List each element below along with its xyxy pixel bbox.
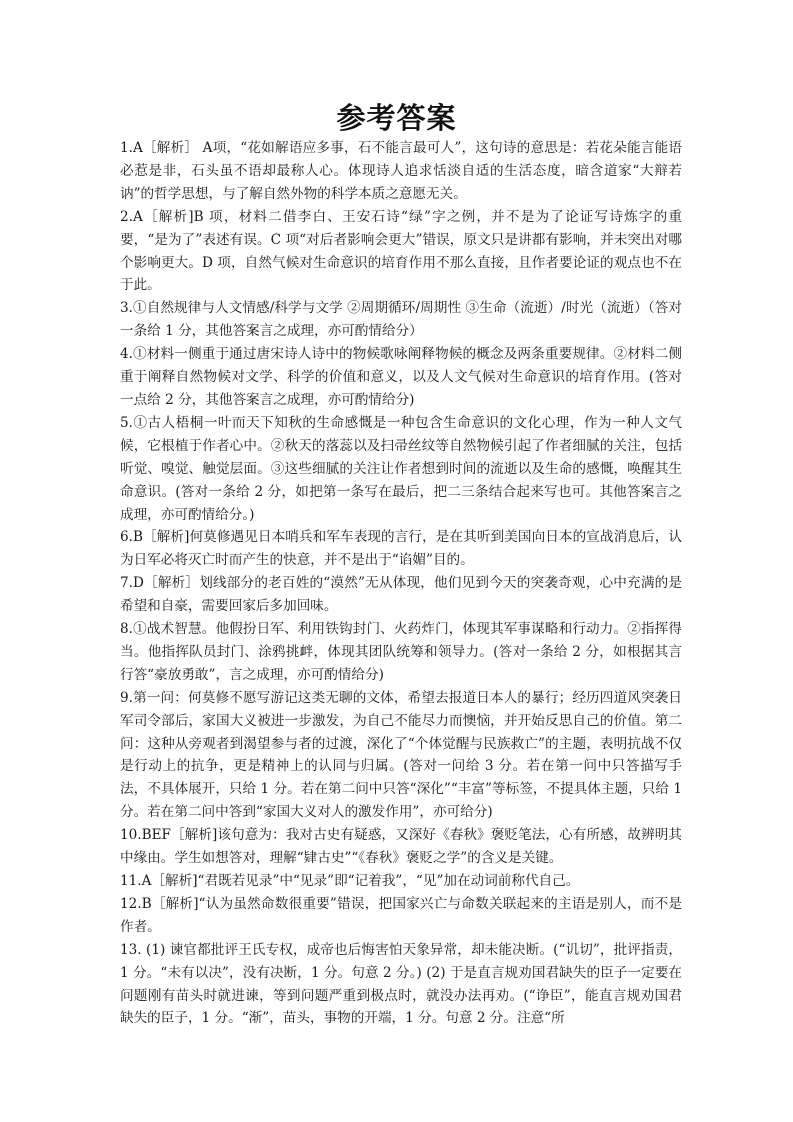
answer-item-4: 4.①材料一侧重于通过唐宋诗人诗中的物候歌咏阐释物候的概念及两条重要规律。②材料二侧重于阐释自然物候对文学、科学的价值和意义，以及人文气候对生命意识的培育作用。(答对一点给 2 分，其他答案言之成理，亦可酌情给分) bbox=[120, 346, 682, 408]
answer-item-7: 7.D［解析］划线部分的老百姓的“漠然”无从体现，他们见到今天的突袭奇观，心中充满的是希望和自豪，需要回家后多加回味。 bbox=[120, 575, 682, 615]
answer-list bbox=[120, 137, 682, 1030]
answer-item-2: 2.A［解析]B 项，材料二借李白、王安石诗“绿”字之例，并不是为了论证写诗炼字的重要，“是为了”表述有误。C 项“对后者影响会更大”错误，原文只是讲都有影响，并未突出对哪个影响更大。D 项，自然气候对生命意识的培育作用不那么直接，且作者要论证的观点也不在于此。 bbox=[120, 208, 682, 294]
page-title: 参考答案 bbox=[336, 101, 457, 135]
answer-item-8: 8.①战术智慧。他假扮日军、利用铁钩封门、火药炸门，体现其军事谋略和行动力。②指挥得当。他指挥队员封门、涂鸦挑衅，体现其团队统筹和领导力。(答对一条给 2 分，如根据其言行答“豪放勇敢”，言之成理，亦可酌情给分) bbox=[120, 621, 682, 683]
answer-item-12: 12.B［解析]“认为虽然命数很重要”错误，把国家兴亡与命数关联起来的主语是别人，而不是作者。 bbox=[120, 895, 682, 935]
answer-item-13: 13. (1) 谏官都批评王氏专权，成帝也后悔害怕天象异常，却未能决断。(“讥切”，批评指责，1 分。“未有以决”，没有决断，1 分。句意 2 分。) (2) 于是直言规劝国君缺失的臣子一定要在问题刚有苗头时就进谏，等到问题严重到极点时，就没办法再劝。(“诤臣”，能直言规劝国君缺失的臣子，1 分。“渐”，苗头，事物的开端，1 分。句意 2 分。注意“所 bbox=[120, 941, 682, 1027]
answer-item-11: 11.A［解析]“君既若见录”中“见录”即“记着我”，“见”加在动词前称代自己。 bbox=[120, 873, 580, 889]
answer-item-3: 3.①自然规律与人文情感/科学与文学 ②周期循环/周期性 ③生命（流逝）/时光（流逝）（答对一条给 1 分，其他答案言之成理，亦可酌情给分） bbox=[120, 300, 682, 340]
answer-item-10: 10.BEF［解析]该句意为：我对古史有疑惑，又深好《春秋》褒贬笔法，心有所感，故辨明其中缘由。学生如想答对，理解“肄古史”“《春秋》褒贬之学”的含义是关键。 bbox=[120, 827, 682, 867]
answer-item-1: 1.A［解析］ A项，“花如解语应多事，石不能言最可人”，这句诗的意思是：若花朵能言能语必惹是非，石头虽不语却最称人心。体现诗人追求恬淡自适的生活态度，暗含道家“大辩若讷”的哲学思想，与了解自然外物的科学本质之意愿无关。 bbox=[120, 140, 682, 202]
answer-item-6: 6.B［解析]何莫修遇见日本哨兵和军车表现的言行，是在其听到美国向日本的宣战消息后，认为日军必将灭亡时而产生的快意，并不是出于“谄媚”目的。 bbox=[120, 529, 682, 569]
answer-item-9: 9.第一问：何莫修不愿写游记这类无聊的文体，希望去报道日本人的暴行；经历四道风突袭日军司令部后，家国大义被进一步激发，为自己不能尽力而懊恼，并开始反思自己的价值。第二问：这种从旁观者到渴望参与者的过渡，深化了“个体觉醒与民族救亡”的主题，表明抗战不仅是行动上的抗争，更是精神上的认同与归属。(答对一问给 3 分。若在第一问中只答描写手法，不具体展开，只给 1 分。若在第二问中只答“深化”“丰富”等标签，不提具体主题，只给 1 分。若在第二问中答到“家国大义对人的激发作用”，亦可给分) bbox=[120, 689, 682, 821]
answer-item-5: 5.①古人梧桐一叶而天下知秋的生命感慨是一种包含生命意识的文化心理，作为一种人文气候，它根植于作者心中。②秋天的落蕊以及扫帚丝纹等自然物候引起了作者细腻的关注，包括听觉、嗅觉、触觉层面。③这些细腻的关注让作者想到时间的流逝以及生命的感慨，唤醒其生命意识。(答对一条给 2 分，如把第一条写在最后，把二三条结合起来写也可。其他答案言之成理，亦可酌情给分。) bbox=[120, 414, 682, 523]
